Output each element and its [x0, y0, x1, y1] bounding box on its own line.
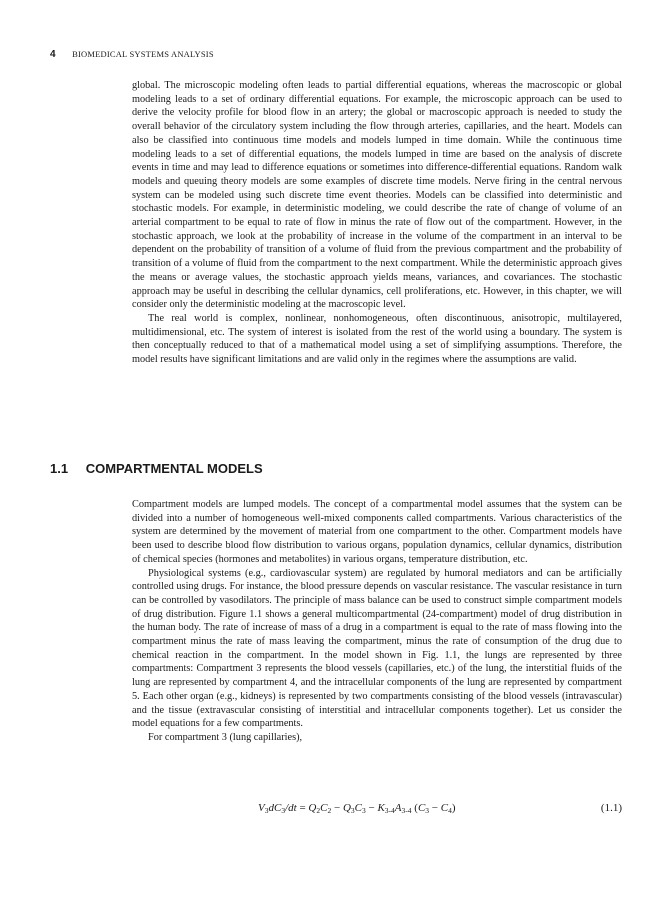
equation-1-1	[132, 802, 622, 820]
intro-text-block	[132, 79, 622, 367]
equation-number: (1.1)	[600, 802, 622, 814]
section-title: COMPARTMENTAL MODELS	[85, 461, 263, 476]
equation-expression: $V_3dC_3/dt = Q_2C_2 - Q_3C_3 - K_{3-4}A_{3-4}$ $(C_3 - C_4)$	[258, 802, 456, 815]
section-paragraph-1: Compartment models are lumped models. The concept of a compartmental model assumes that the system can be divided into a number of homogeneous well-mixed components called compartments. Various characteristics of the system are determined by the movement of material from one compartment to the other. Compartment models have been used to describe blood flow distribution to various organs, population dynamics, cellular dynamics, distribution of chemical species (hormones and metabolites) in various organs, temperature distribution, etc.	[132, 499, 622, 565]
intro-paragraph-2: The real world is complex, nonlinear, nonhomogeneous, often discontinuous, anisotropic, multilayered, multidimensional, etc. The system of interest is isolated from the rest of the world using a boundary. The system is then conceptually reduced to that of a mathematical model using a set of simplifying assumptions. Therefore, the model results have significant limitations and are valid only in the regimes where the assumptions are valid.	[132, 312, 622, 366]
running-title: BIOMEDICAL SYSTEMS ANALYSIS	[72, 49, 214, 59]
section-number: 1.1	[50, 461, 69, 476]
section-heading	[50, 461, 263, 476]
section-paragraph-3: For compartment 3 (lung capillaries),	[148, 731, 303, 743]
section-paragraph-2: Physiological systems (e.g., cardiovascular system) are regulated by humoral mediators and can be artificially controlled using drugs. For instance, the blood pressure depends on vascular resistance. The vascular resistance in turn can be controlled by vasodilators. The principle of mass balance can be used to construct simple compartment models of drug distribution. Figure 1.1 shows a general multicompartmental (24-compartment) model of drug distribution in the human body. The rate of increase of mass of a drug in a compartment is equal to the rate of mass flowing into the compartment minus the rate of mass leaving the compartment, minus the rate of consumption of the drug due to chemical reaction in the compartment. In the model shown in Fig. 1.1, the lungs are represented by three compartments: Compartment 3 represents the blood vessels (capillaries, etc.) of the lung, the interstitial fluids of the lung are represented by compartment 4, and the intracellular components of the lung are represented by compartment 5. Each other organ (e.g., kidneys) is represented by two compartments consisting of the blood vessels (intravascular) and the tissue (extravascular consisting of interstitial and intracellular components together). Let us consider the model equations for a few compartments.	[132, 567, 622, 730]
page-number: 4	[50, 49, 56, 60]
section-text-block	[132, 498, 622, 745]
intro-paragraph-1: global. The microscopic modeling often leads to partial differential equations, whereas the macroscopic or global modeling leads to a set of ordinary differential equations. For example, the microscopic approach can be used to derive the velocity profile for blood flow in an artery; the global or macroscopic approach is needed to study the overall behavior of the circulatory system including the flow through arteries, capillaries, and the heart. Models can also be classified into continuous time models and models lumped in time domain. While the continuous time modeling leads to a set of differential equations, the models lumped in time are based on the analysis of discrete events in time and may lead to difference equations or sometimes into difference-differential equations. Random walk models and queuing theory models are some examples of discrete time models. Nerve firing in the central nervous system can be modeled using such discrete time event theories. Models can be classified into deterministic and stochastic models. For example, in deterministic modeling, we could describe the rate of change of volume of an arterial compartment to be equal to rate of flow in minus the rate of flow out of the compartment. However, in the stochastic approach, we look at the probability of increase in the volume of the compartment in an interval to be dependent on the probability of transition of a volume of fluid from the previous compartment and the probability of transition of a volume of fluid from the compartment to the next compartment. While the deterministic approach gives the means or average values, the stochastic approach yields means, variances, and covariances. The stochastic approach may be useful in describing the cellular dynamics, cell proliferations, etc. However, in this chapter, we will consider only the deterministic modeling at the macroscopic level.	[132, 80, 622, 311]
running-header	[50, 49, 214, 60]
